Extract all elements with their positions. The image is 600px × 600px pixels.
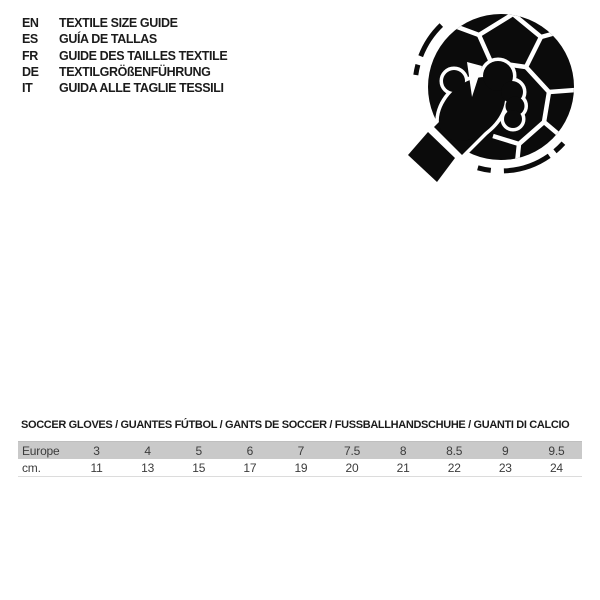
language-label: GUIDE DES TAILLES TEXTILE: [59, 48, 228, 63]
language-code: EN: [22, 16, 39, 30]
size-guide-title: SOCCER GLOVES / GUANTES FÚTBOL / GANTS DE SOCCER / FUSSBALLHANDSCHUHE / GUANTI DI CALCIO: [21, 419, 570, 431]
size-table-row: [18, 442, 582, 460]
size-cell: 6: [224, 442, 275, 460]
size-cell: 8: [378, 442, 429, 460]
language-row: [22, 80, 227, 96]
language-label: GUÍA DE TALLAS: [59, 32, 157, 47]
size-cell: 4: [122, 442, 173, 460]
size-cell: 22: [429, 459, 480, 477]
language-row: [22, 31, 227, 47]
size-cell: 15: [173, 459, 224, 477]
language-code: DE: [22, 64, 39, 79]
size-table-row: [18, 459, 582, 477]
size-cell: 13: [122, 459, 173, 477]
goalkeeper-glove-ball-icon: [400, 5, 600, 205]
size-cell: 24: [531, 459, 582, 477]
size-row-label: Europe: [18, 442, 71, 460]
size-table-body: [18, 442, 582, 477]
language-row: [22, 48, 227, 64]
size-cell: 5: [173, 442, 224, 460]
size-table: [18, 441, 582, 477]
goalkeeper-glove: [408, 61, 525, 182]
language-list: [22, 15, 227, 96]
size-cell: 3: [71, 442, 122, 460]
size-cell: 20: [326, 459, 377, 477]
language-code: IT: [22, 81, 33, 96]
size-cell: 8.5: [429, 442, 480, 460]
size-cell: 7.5: [326, 442, 377, 460]
language-row: [22, 64, 227, 80]
size-cell: 21: [378, 459, 429, 477]
size-cell: 9.5: [531, 442, 582, 460]
goalkeeper-glove-ball-svg: [400, 5, 600, 205]
language-label: TEXTILGRÖßENFÜHRUNG: [59, 64, 211, 79]
language-code: ES: [22, 32, 38, 47]
language-label: GUIDA ALLE TAGLIE TESSILI: [59, 81, 224, 96]
size-cell: 19: [275, 459, 326, 477]
language-label: TEXTILE SIZE GUIDE: [59, 16, 178, 30]
size-cell: 11: [71, 459, 122, 477]
language-row: [22, 15, 227, 31]
size-cell: 7: [275, 442, 326, 460]
size-cell: 23: [480, 459, 531, 477]
size-cell: 17: [224, 459, 275, 477]
size-cell: 9: [480, 442, 531, 460]
language-code: FR: [22, 48, 38, 63]
size-row-label: cm.: [18, 459, 71, 477]
